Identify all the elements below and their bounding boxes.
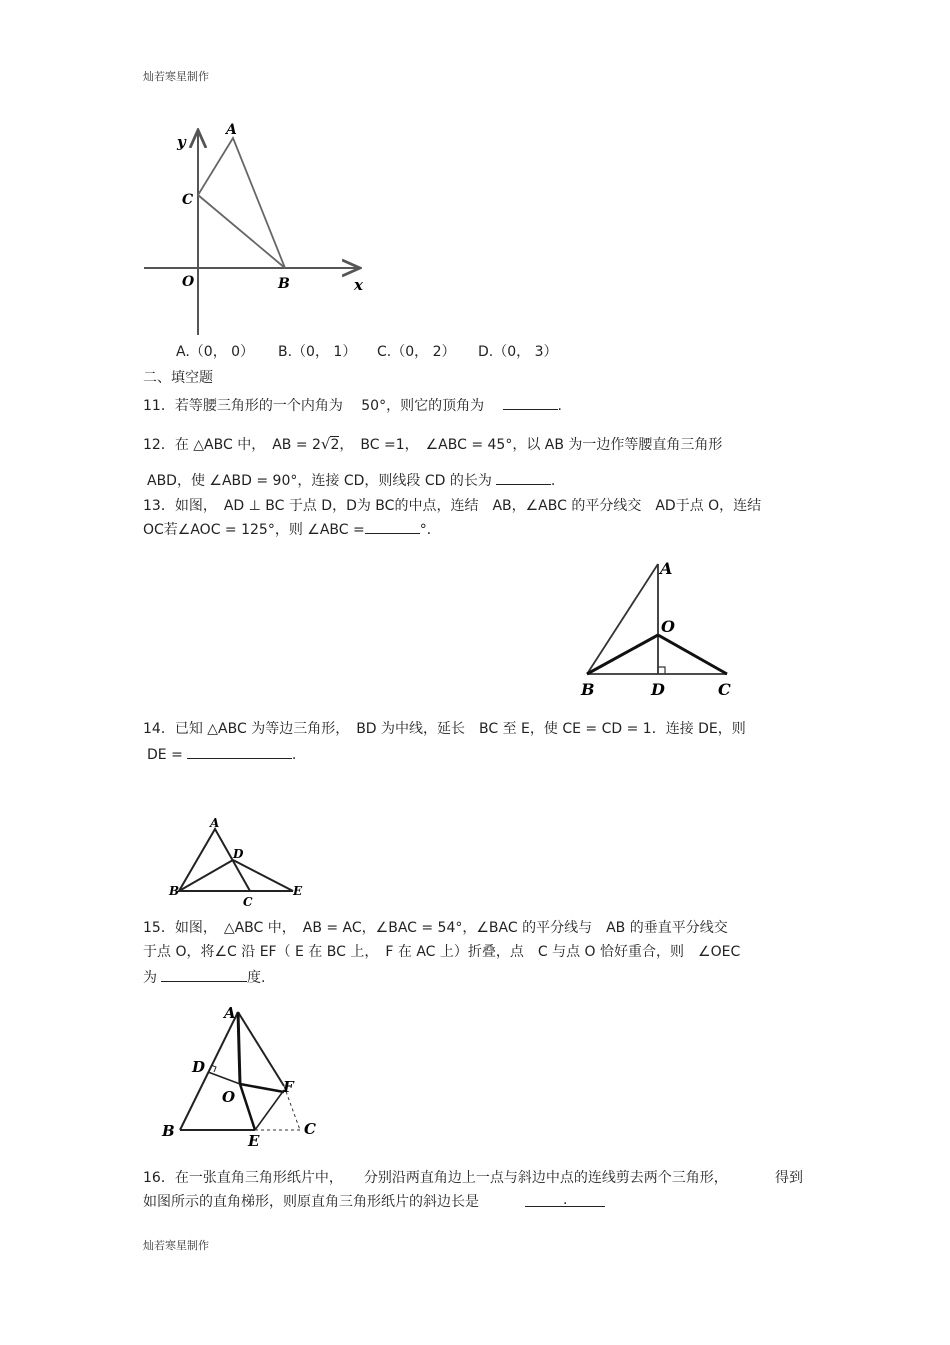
triangle-abc <box>198 138 285 268</box>
q12-line1b: ， BC =1， ∠ABC = 45°，以 AB 为一边作等腰直角三角形 <box>339 437 723 453</box>
q15-line3a: 为 <box>143 970 157 986</box>
q16-end: . <box>563 1192 568 1208</box>
label-c: C <box>182 192 194 208</box>
segment-ao <box>238 1012 240 1084</box>
q12-line1a: 12．在 △ABC 中， AB = 2 <box>143 437 321 453</box>
label-o: O <box>661 617 675 636</box>
question-12-line1: 12．在 △ABC 中， AB = 2√2， BC =1， ∠ABC = 45°，以 AB 为一边作等腰直角三角形 <box>143 435 723 453</box>
page-header: 灿若寒星制作 <box>143 70 209 83</box>
label-o: O <box>222 1088 236 1106</box>
question-12-line2 <box>147 470 555 491</box>
label-c: C <box>718 680 731 699</box>
label-a: A <box>210 816 220 830</box>
q14-blank[interactable] <box>187 744 292 759</box>
segment-ab <box>587 564 658 674</box>
figure-q14 <box>165 815 315 910</box>
q14-line2: DE = <box>147 747 183 763</box>
question-11 <box>143 395 562 416</box>
label-o: O <box>182 274 195 290</box>
q11-text: 11．若等腰三角形的一个内角为 50°，则它的顶角为 <box>143 398 503 414</box>
question-16-line1b: 得到 <box>775 1170 803 1186</box>
label-c: C <box>304 1120 316 1138</box>
right-angle-mark <box>658 667 665 674</box>
option-a: A.（0， 0） <box>176 344 255 360</box>
label-a: A <box>224 1004 236 1022</box>
q15-line3b: 度. <box>247 970 266 986</box>
label-b: B <box>581 680 595 699</box>
question-13-line1: 13．如图， AD ⊥ BC 于点 D，D为 BC的中点，连结 AB，∠ABC 的平分线交 AD于点 O，连结 <box>143 498 762 514</box>
q12-end: . <box>550 473 556 489</box>
segment-ab <box>180 1012 238 1130</box>
q15-blank[interactable] <box>161 967 247 982</box>
question-15-line3 <box>143 967 265 988</box>
label-c: C <box>243 895 253 909</box>
label-a: A <box>660 559 673 578</box>
question-14-line1: 14．已知 △ABC 为等边三角形， BD 为中线，延长 BC 至 E，使 CE = CD = 1．连接 DE，则 <box>143 721 746 737</box>
label-d: D <box>233 847 244 861</box>
label-d: D <box>651 680 665 699</box>
label-a: A <box>226 122 237 138</box>
page-footer: 灿若寒星制作 <box>143 1239 209 1252</box>
label-f: F <box>283 1078 294 1096</box>
question-13-line2 <box>143 519 441 540</box>
question-15-line2: 于点 O，将∠C 沿 EF（ E 在 BC 上， F 在 AC 上）折叠，点 C 与点 O 恰好重合，则 ∠OEC <box>143 944 741 960</box>
segment-of <box>240 1084 284 1092</box>
q16-line2: 如图所示的直角梯形，则原直角三角形纸片的斜边长是 <box>143 1194 479 1210</box>
option-c: C.（0， 2） <box>377 344 456 360</box>
figure-q13 <box>575 552 745 702</box>
label-e: E <box>293 884 303 898</box>
segment-oe <box>240 1084 255 1130</box>
q12-blank[interactable] <box>496 470 551 485</box>
question-15-line1: 15．如图， △ABC 中， AB = AC，∠BAC = 54°，∠BAC 的平分线与 AB 的垂直平分线交 <box>143 920 728 936</box>
q11-blank[interactable] <box>503 395 558 410</box>
question-16-line1a: 16．在一张直角三角形纸片中， 分别沿两直角边上一点与斜边中点的连线剪去两个三角形， <box>143 1170 728 1186</box>
figure-q10 <box>140 120 370 340</box>
option-d: D.（0， 3） <box>478 344 558 360</box>
q13-blank[interactable] <box>365 519 420 534</box>
q11-end: . <box>557 398 562 414</box>
section-title: 二、填空题 <box>143 370 213 386</box>
q13-end: °． <box>419 522 441 538</box>
figure-q15 <box>158 1000 328 1150</box>
q13-line2: OC若∠AOC = 125°，则 ∠ABC = <box>143 522 365 538</box>
segment-oc <box>658 635 727 674</box>
label-d: D <box>192 1058 206 1076</box>
q16-blank[interactable] <box>525 1192 605 1207</box>
label-b: B <box>278 276 290 292</box>
segment-bo <box>587 635 658 674</box>
label-x: x <box>354 276 363 294</box>
label-y: y <box>177 133 186 151</box>
q12-line2: ABD，使 ∠ABD = 90°，连接 CD，则线段 CD 的长为 <box>147 473 492 489</box>
q14-end: . <box>291 747 297 763</box>
segment-do <box>208 1072 240 1084</box>
label-b: B <box>169 884 180 898</box>
label-b: B <box>162 1122 175 1140</box>
segment-af <box>238 1012 284 1086</box>
segment-ef <box>255 1090 284 1130</box>
question-16-line2 <box>143 1192 605 1212</box>
question-14-line2 <box>147 744 296 765</box>
q12-sqrt-radicand: 2 <box>330 437 340 453</box>
option-b: B.（0， 1） <box>278 344 357 360</box>
label-e: E <box>248 1132 260 1150</box>
